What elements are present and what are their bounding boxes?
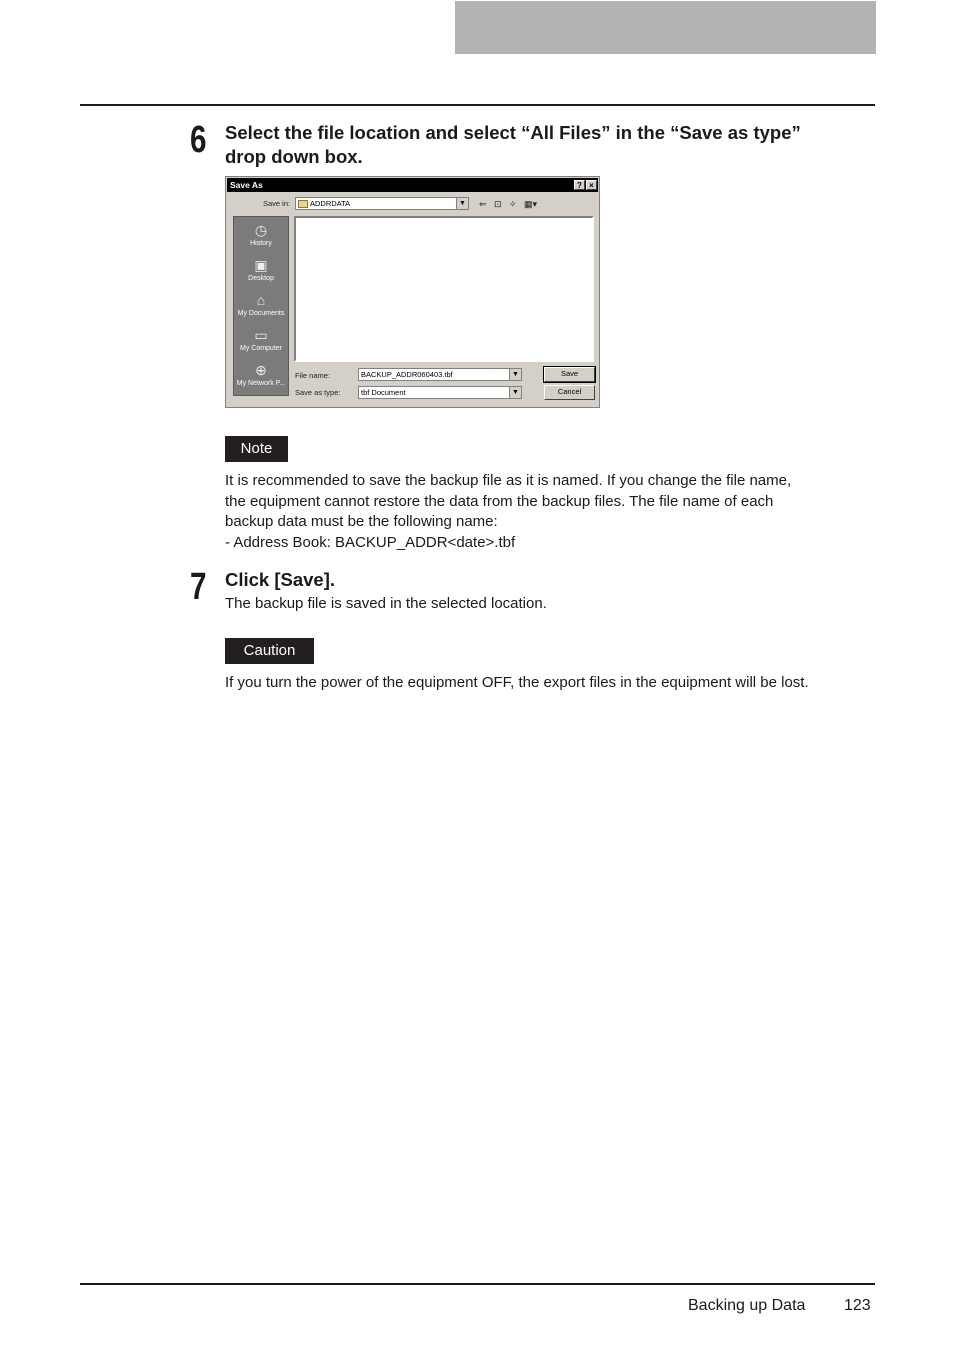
step-6-title-line2: drop down box.	[225, 146, 363, 167]
page-number: 123	[844, 1297, 871, 1314]
place-label: Desktop	[248, 275, 274, 282]
place-history[interactable]	[234, 222, 288, 248]
place-network[interactable]	[234, 362, 288, 388]
step-7-description: The backup file is saved in the selected location.	[225, 595, 547, 612]
chevron-down-icon[interactable]: ▼	[456, 198, 468, 209]
step-6-title-line1: Select the file location and select “All Files” in the “Save as type”	[225, 122, 801, 143]
note-text	[225, 471, 885, 553]
save-button[interactable]: Save	[544, 367, 595, 382]
chevron-down-icon[interactable]: ▼	[509, 369, 521, 380]
file-name-input[interactable]	[358, 368, 522, 381]
folder-icon	[298, 200, 308, 208]
bottom-rule	[80, 1283, 875, 1285]
save-type-value: tbf Document	[361, 388, 406, 397]
caution-label: Caution	[225, 638, 314, 664]
network-places-icon: ⊕	[255, 362, 267, 378]
place-desktop[interactable]	[234, 257, 288, 283]
history-icon: ◷	[254, 222, 268, 238]
dialog-titlebar	[227, 178, 598, 192]
file-list[interactable]	[294, 216, 594, 362]
top-rule	[80, 104, 875, 106]
header-bar	[455, 1, 876, 54]
place-my-documents[interactable]	[234, 292, 288, 318]
place-my-computer[interactable]	[234, 327, 288, 353]
place-label: History	[250, 240, 272, 247]
cancel-button[interactable]: Cancel	[544, 385, 595, 400]
save-as-dialog	[225, 176, 600, 408]
places-bar	[233, 216, 289, 396]
step-7-title: Click [Save].	[225, 569, 336, 590]
dialog-title: Save As	[230, 180, 263, 190]
file-name-value: BACKUP_ADDR060403.tbf	[361, 370, 453, 379]
back-icon[interactable]: ⇐	[479, 199, 487, 209]
save-type-label: Save as type:	[295, 388, 341, 397]
note-line-3: backup data must be the following name:	[225, 513, 498, 530]
note-line-4: - Address Book: BACKUP_ADDR<date>.tbf	[225, 533, 516, 551]
file-name-label: File name:	[295, 371, 331, 380]
caution-text: If you turn the power of the equipment OFF, the export files in the equipment will be lost.	[225, 674, 809, 691]
place-label: My Computer	[239, 345, 282, 352]
close-button[interactable]: ×	[586, 180, 597, 190]
footer-section: Backing up Data	[688, 1297, 806, 1314]
chevron-down-icon[interactable]: ▼	[509, 387, 521, 398]
desktop-icon: ▣	[254, 257, 268, 273]
up-folder-icon[interactable]: ⊡	[494, 199, 502, 209]
place-label: My Network P...	[236, 380, 286, 387]
note-line-1: It is recommended to save the backup file as it is named. If you change the file name,	[225, 472, 792, 489]
save-in-value: ADDRDATA	[310, 199, 351, 208]
step-6-title	[225, 121, 875, 169]
step-7-number: 7	[190, 566, 207, 608]
save-in-dropdown[interactable]	[295, 197, 469, 210]
help-button[interactable]: ?	[574, 180, 585, 190]
save-type-dropdown[interactable]	[358, 386, 522, 399]
place-label: My Documents	[237, 310, 285, 317]
note-line-2: the equipment cannot restore the data from the backup files. The file name of each	[225, 492, 774, 510]
step-6-number: 6	[190, 119, 207, 161]
new-folder-icon[interactable]: ✧	[509, 199, 517, 209]
my-documents-icon: ⌂	[256, 292, 266, 308]
view-menu-icon[interactable]: ▦▾	[524, 199, 538, 209]
save-in-label: Save in:	[263, 199, 291, 208]
note-label: Note	[225, 436, 288, 462]
my-computer-icon: ▭	[254, 327, 268, 343]
